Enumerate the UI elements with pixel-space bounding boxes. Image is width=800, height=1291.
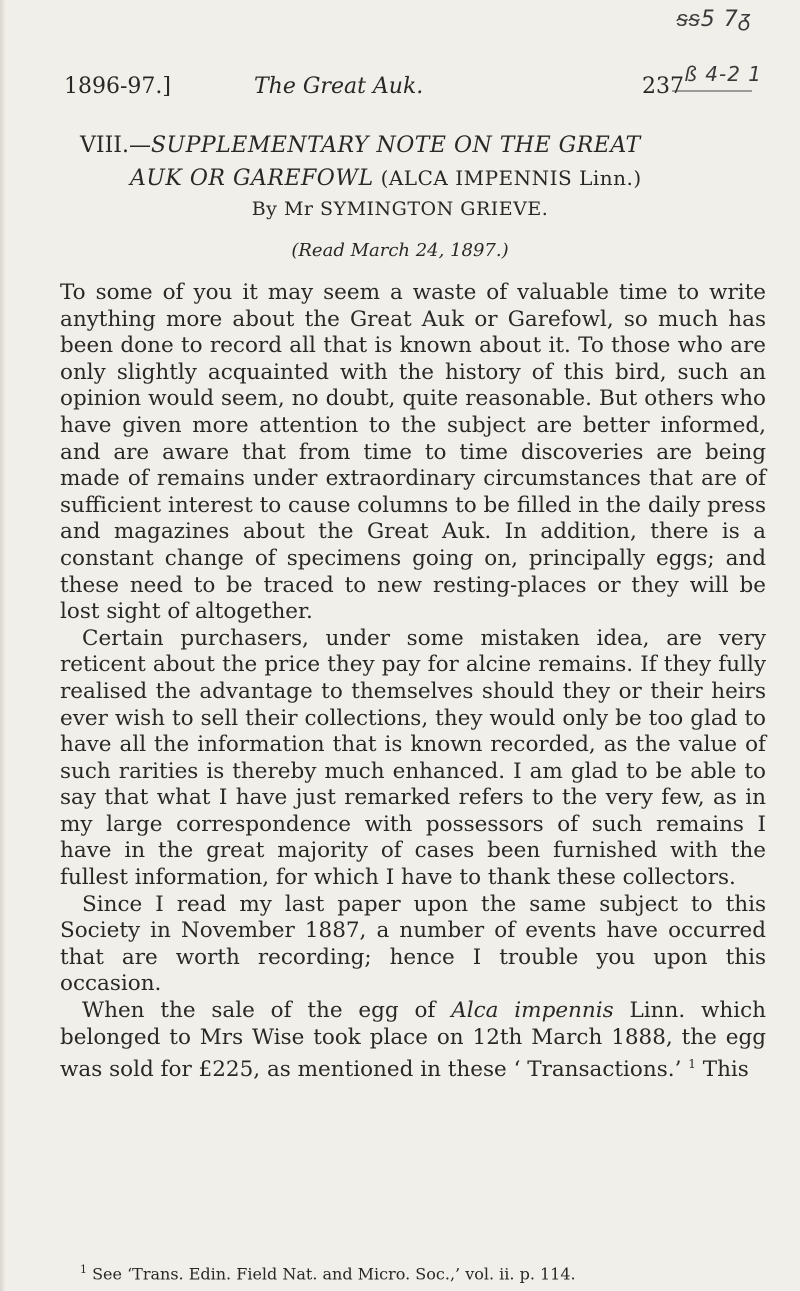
paragraph: To some of you it may seem a waste of valuable time to write anything more about the Great Auk or Garefowl, so much has been done to record all that is known about it. To those who are only slightly acquainted with the history of this bird, such an opinion would seem, no doubt, quite reasonable. But others who have given more attention to the subject are better informed, and are aware that from time to time discoveries are being made of remains under extraordinary circumstances that are of sufficient interest to cause columns to be filled in the daily press and magazines about the Great Auk. In addition, there is a constant change of specimens going on, principally eggs; and these need to be traced to new resting-places or they will be lost sight of altogether. — [60, 280, 767, 625]
read-date: (Read March 24, 1897.) — [291, 240, 509, 261]
paragraph: Since I read my last paper upon the same subject to this Society in November 1887, a number of events have occurred that are worth recording; hence I trouble you upon this occasion. — [60, 891, 766, 997]
paragraph: When the sale of the egg of Alca impennis Linn. which belonged to Mrs Wise took place on 12th March 1888, the egg was sold for £225, as mentioned in these ‘ Transactions.’ $^1$ This — [60, 998, 767, 1083]
title-italic-line-2: AUK OR GAREFOWL — [130, 166, 374, 191]
title-latin-name: (ALCA IMPENNIS Linn.) — [380, 166, 642, 190]
library-mark: ᵴᵴ5 7ᵹ — [676, 7, 752, 32]
header-title: The Great Auk. — [254, 74, 424, 99]
section-numeral: VIII.— — [80, 133, 151, 158]
paragraph: Certain purchasers, under some mistaken idea, are very reticent about the price they pay for alcine remains. If they fully realised the advantage to themselves should they or their heirs ever wish to sell their collections, they would only be too glad to have all the information that is known recorded, as the value of such rarities is thereby much enhanced. I am glad to be able to say that what I have just remarked refers to the very few, as in my large correspondence with possessors of such remains I have in the great majority of cases been furnished with the fullest information, for which I have to thank these collectors. — [60, 625, 766, 891]
species-name: Alca impennis — [451, 998, 614, 1024]
footnote-ref[interactable]: 1 — [688, 1057, 696, 1072]
title-italic-line-1: SUPPLEMENTARY NOTE ON THE GREAT — [150, 133, 641, 158]
article-title — [80, 130, 770, 195]
footnote — [80, 1263, 770, 1283]
header-years: 1896-97.] — [64, 74, 171, 99]
shelf-mark: ß 4-2 1 — [684, 62, 762, 86]
page-number: 237 — [642, 74, 684, 99]
author-byline: By Mr SYMINGTON GRIEVE. — [251, 198, 549, 220]
running-header — [64, 74, 694, 104]
article-body — [60, 280, 766, 1084]
footnote-mark: 1 — [80, 1263, 87, 1276]
footnote-text: See ‘Trans. Edin. Field Nat. and Micro. Soc.,’ vol. ii. p. 114. — [92, 1264, 576, 1284]
page-gutter-shadow — [0, 0, 6, 1291]
